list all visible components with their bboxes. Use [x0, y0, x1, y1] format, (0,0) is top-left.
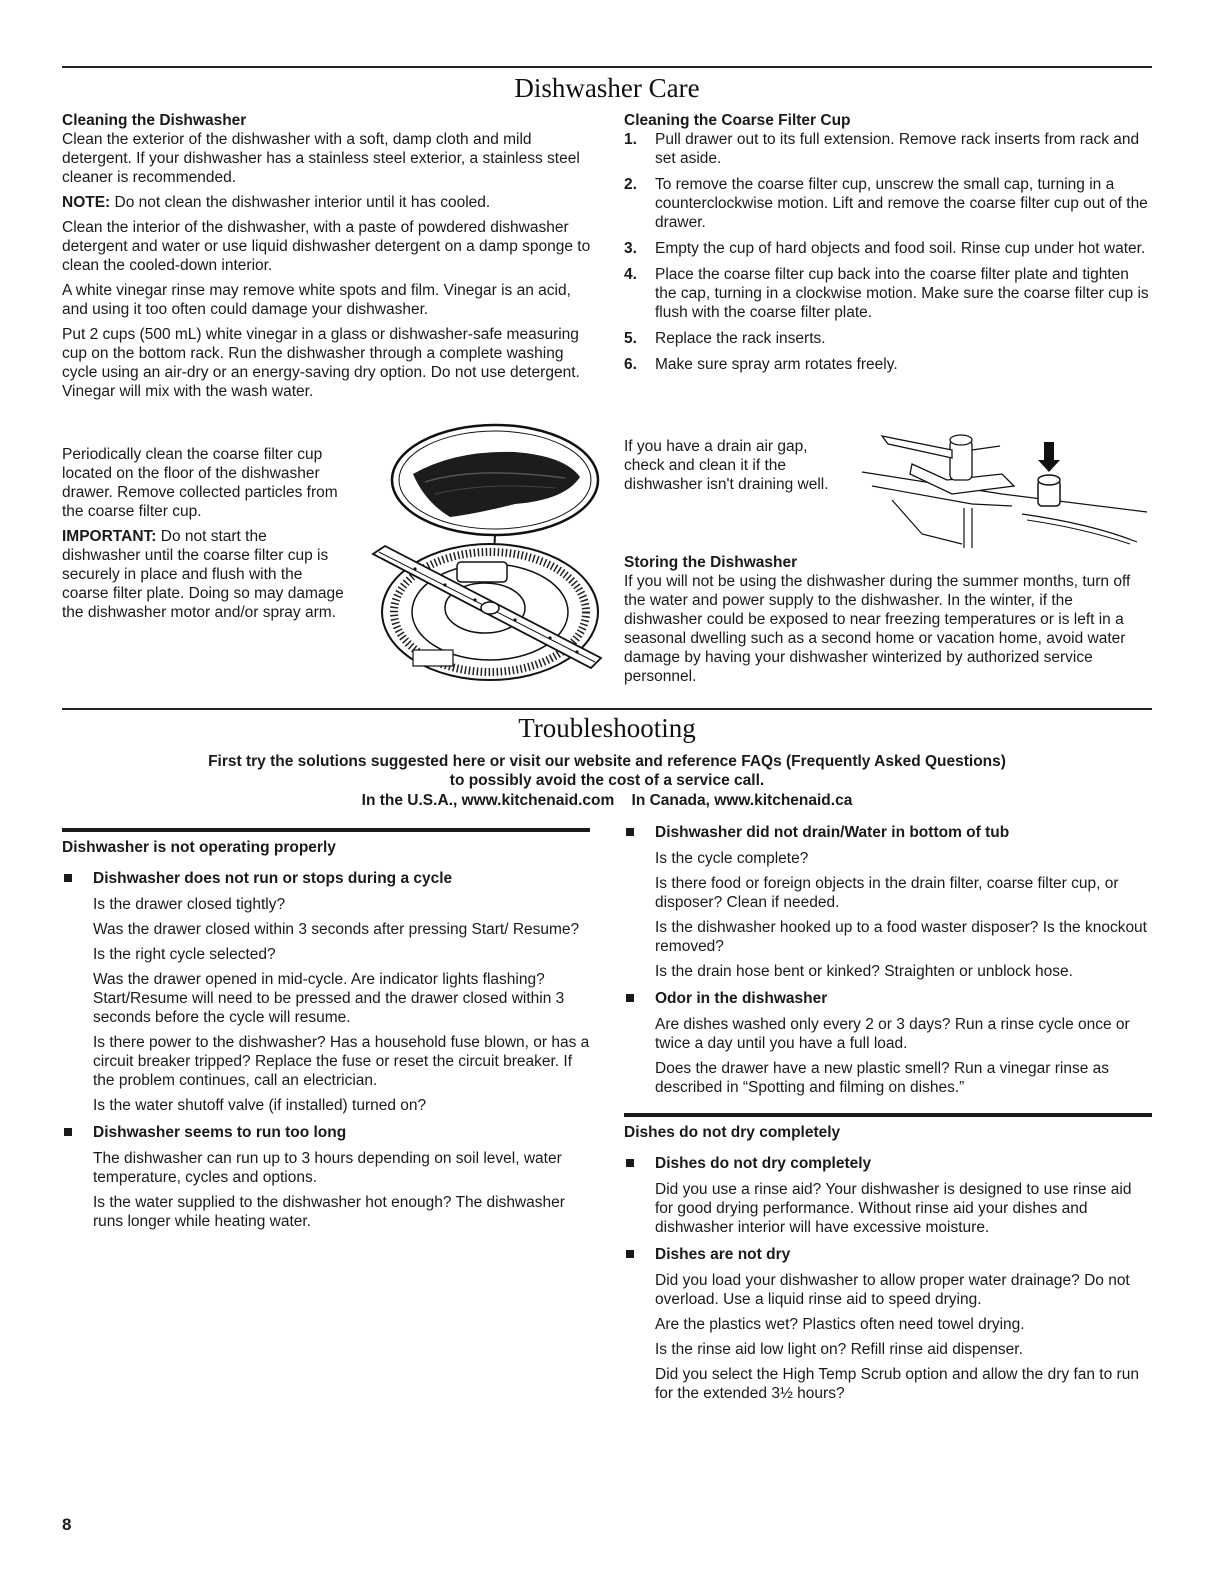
- step-text: To remove the coarse filter cup, unscrew the small cap, turning in a counterclockwise motion. Lift and remove the coarse filter cup out of the drawer.: [655, 176, 1148, 231]
- bullet-heading-text: Dishes are not dry: [655, 1246, 791, 1263]
- step-text: Pull drawer out to its full extension. Remove rack inserts from rack and set aside.: [655, 131, 1140, 167]
- cleaning-heading: Cleaning the Dishwasher: [62, 112, 247, 129]
- step-item: [624, 130, 1152, 168]
- bullet-square: [64, 1128, 72, 1136]
- step-item: [624, 265, 1152, 322]
- list-item: Did you use a rinse aid? Your dishwasher is designed to use rinse aid for good drying performance. Without rinse aid your dishes and dishwasher interior will have excessive moisture.: [655, 1181, 1132, 1236]
- page-number: 8: [62, 1515, 72, 1534]
- list-item: Does the drawer have a new plastic smell? Run a vinegar rinse as described in “Spotting and filming on dishes.”: [655, 1060, 1110, 1096]
- not-operating-heading: Dishwasher is not operating properly: [62, 839, 336, 856]
- cleaning-p2: Clean the interior of the dishwasher, with a paste of powdered dishwasher detergent and water or use liquid dishwasher detergent on a damp sponge to clean the cooled-down interior.: [62, 219, 591, 274]
- coarse-filter-illustration: [365, 422, 605, 684]
- step-number: 3.: [624, 240, 637, 257]
- bullet-heading: [624, 989, 1152, 1008]
- bullet-heading: [624, 1245, 1152, 1264]
- filter-cup-steps: [624, 130, 1152, 374]
- note-label: NOTE:: [62, 194, 111, 211]
- cleaning-p4: Put 2 cups (500 mL) white vinegar in a glass or dishwasher-safe measuring cup on the bottom rack. Run the dishwasher through a complete washing cycle using an air-dry or an energy-saving dry option. Do not use detergent. Vinegar will mix with the wash water.: [62, 326, 580, 400]
- middle-rule: [62, 708, 1152, 710]
- list-item: Was the drawer opened in mid-cycle. Are indicator lights flashing? Start/Resume will need to be pressed and the drawer closed within 3 seconds before the cycle will resume.: [93, 971, 565, 1026]
- step-text: Place the coarse filter cup back into the coarse filter plate and tighten the cap, turning in a clockwise motion. Make sure the coarse filter cup is flush with the coarse filter plate.: [655, 266, 1149, 321]
- step-number: 2.: [624, 176, 637, 193]
- step-text: Empty the cup of hard objects and food soil. Rinse cup under hot water.: [655, 240, 1146, 257]
- trouble-intro-line2: to possibly avoid the cost of a service call.: [449, 772, 765, 789]
- list-item: Is the water shutoff valve (if installed) turned on?: [93, 1097, 427, 1114]
- cleaning-section: [62, 111, 592, 407]
- list-item: Is the drain hose bent or kinked? Straighten or unblock hose.: [655, 963, 1073, 980]
- cleaning-p5: Periodically clean the coarse filter cup located on the floor of the dishwasher drawer. Remove collected particles from the coarse filter cup.: [62, 446, 338, 520]
- list-item: Is the cycle complete?: [655, 850, 809, 867]
- step-text: Make sure spray arm rotates freely.: [655, 356, 898, 373]
- list-item: The dishwasher can run up to 3 hours depending on soil level, water temperature, cycles and options.: [93, 1150, 562, 1186]
- cleaning-p3: A white vinegar rinse may remove white spots and film. Vinegar is an acid, and using it too often could damage your dishwasher.: [62, 282, 571, 318]
- air-gap-text: If you have a drain air gap, check and clean it if the dishwasher isn't draining well.: [624, 438, 829, 493]
- section-bar: [62, 828, 590, 832]
- note-paragraph: [62, 193, 592, 212]
- list-item: Was the drawer closed within 3 seconds after pressing Start/ Resume?: [93, 921, 580, 938]
- bullet-heading-text: Dishwasher seems to run too long: [93, 1124, 347, 1141]
- filter-cup-heading: Cleaning the Coarse Filter Cup: [624, 112, 851, 129]
- list-item: Is there food or foreign objects in the drain filter, coarse filter cup, or disposer? Clean if needed.: [655, 875, 1119, 911]
- bullet-square: [626, 994, 634, 1002]
- list-item: Is the drawer closed tightly?: [93, 896, 286, 913]
- bullet-square: [64, 874, 72, 882]
- storing-heading: Storing the Dishwasher: [624, 554, 798, 571]
- list-item: Is there power to the dishwasher? Has a household fuse blown, or has a circuit breaker tripped? Replace the fuse or reset the circuit breaker. If the problem continues, call an electrician.: [93, 1034, 590, 1089]
- step-number: 5.: [624, 330, 637, 347]
- trouble-intro-line3: In the U.S.A., www.kitchenaid.com In Canada, www.kitchenaid.ca: [361, 792, 853, 809]
- list-item: Did you select the High Temp Scrub option and allow the dry fan to run for the extended 3½ hours?: [655, 1366, 1139, 1402]
- bullet-heading-text: Dishwasher did not drain/Water in bottom of tub: [655, 824, 1010, 841]
- bullet-heading-text: Dishes do not dry completely: [655, 1155, 872, 1172]
- important-label: IMPORTANT:: [62, 528, 157, 545]
- bullet-heading-text: Dishwasher does not run or stops during a cycle: [93, 870, 453, 887]
- storing-text: If you will not be using the dishwasher during the summer months, turn off the water and power supply to the dishwasher. In the winter, if the dishwasher could be exposed to near freezing temperatures or is left in a seasonal dwelling such as a second home or vacation home, avoid water damage by having your dishwasher winterized by authorized service personnel.: [624, 573, 1131, 685]
- list-item: Did you load your dishwasher to allow proper water drainage? Do not overload. Use a liquid rinse aid to speed drying.: [655, 1272, 1130, 1308]
- filter-cup-section: [624, 111, 1152, 381]
- storing-section: [624, 553, 1152, 686]
- list-item: Is the rinse aid low light on? Refill rinse aid dispenser.: [655, 1341, 1023, 1358]
- bullet-heading: [624, 1154, 1152, 1173]
- top-rule: [62, 66, 1152, 68]
- step-number: 4.: [624, 266, 637, 283]
- list-item: Is the right cycle selected?: [93, 946, 276, 963]
- cleaning-p1: Clean the exterior of the dishwasher with a soft, damp cloth and mild detergent. If your dishwasher has a stainless steel exterior, a stainless steel cleaner is recommended.: [62, 131, 580, 186]
- bullet-heading: [62, 1123, 590, 1142]
- trouble-intro-line1: First try the solutions suggested here or visit our website and reference FAQs (Frequently Asked Questions): [208, 753, 1006, 770]
- air-gap-illustration: [852, 424, 1152, 552]
- trouble-right-column: [624, 815, 1152, 1409]
- care-title: Dishwasher Care: [514, 73, 700, 103]
- bullet-heading-text: Odor in the dishwasher: [655, 990, 828, 1007]
- bullet-heading: [62, 869, 590, 888]
- important-paragraph: [62, 527, 347, 622]
- step-item: [624, 355, 1152, 374]
- step-number: 1.: [624, 131, 637, 148]
- step-item: [624, 329, 1152, 348]
- list-item: Are the plastics wet? Plastics often need towel drying.: [655, 1316, 1025, 1333]
- step-item: [624, 175, 1152, 232]
- bullet-square: [626, 1159, 634, 1167]
- bullet-square: [626, 1250, 634, 1258]
- bullet-heading: [624, 823, 1152, 842]
- list-item: Is the water supplied to the dishwasher hot enough? The dishwasher runs longer while heating water.: [93, 1194, 565, 1230]
- trouble-title: Troubleshooting: [518, 713, 696, 743]
- important-text: Do not start the dishwasher until the coarse filter cup is securely in place and flush with the coarse filter plate. Doing so may damage the dishwasher motor and/or spray arm.: [62, 528, 344, 621]
- bullet-square: [626, 828, 634, 836]
- section-bar: [624, 1113, 1152, 1117]
- step-text: Replace the rack inserts.: [655, 330, 826, 347]
- step-number: 6.: [624, 356, 637, 373]
- filter-note-block: [62, 445, 347, 628]
- note-text: Do not clean the dishwasher interior until it has cooled.: [110, 194, 491, 211]
- not-dry-heading: Dishes do not dry completely: [624, 1124, 841, 1141]
- list-item: Is the dishwasher hooked up to a food waster disposer? Is the knockout removed?: [655, 919, 1147, 955]
- list-item: Are dishes washed only every 2 or 3 days? Run a rinse cycle once or twice a day until you have a full load.: [655, 1016, 1130, 1052]
- trouble-left-column: [62, 825, 590, 1237]
- step-item: [624, 239, 1152, 258]
